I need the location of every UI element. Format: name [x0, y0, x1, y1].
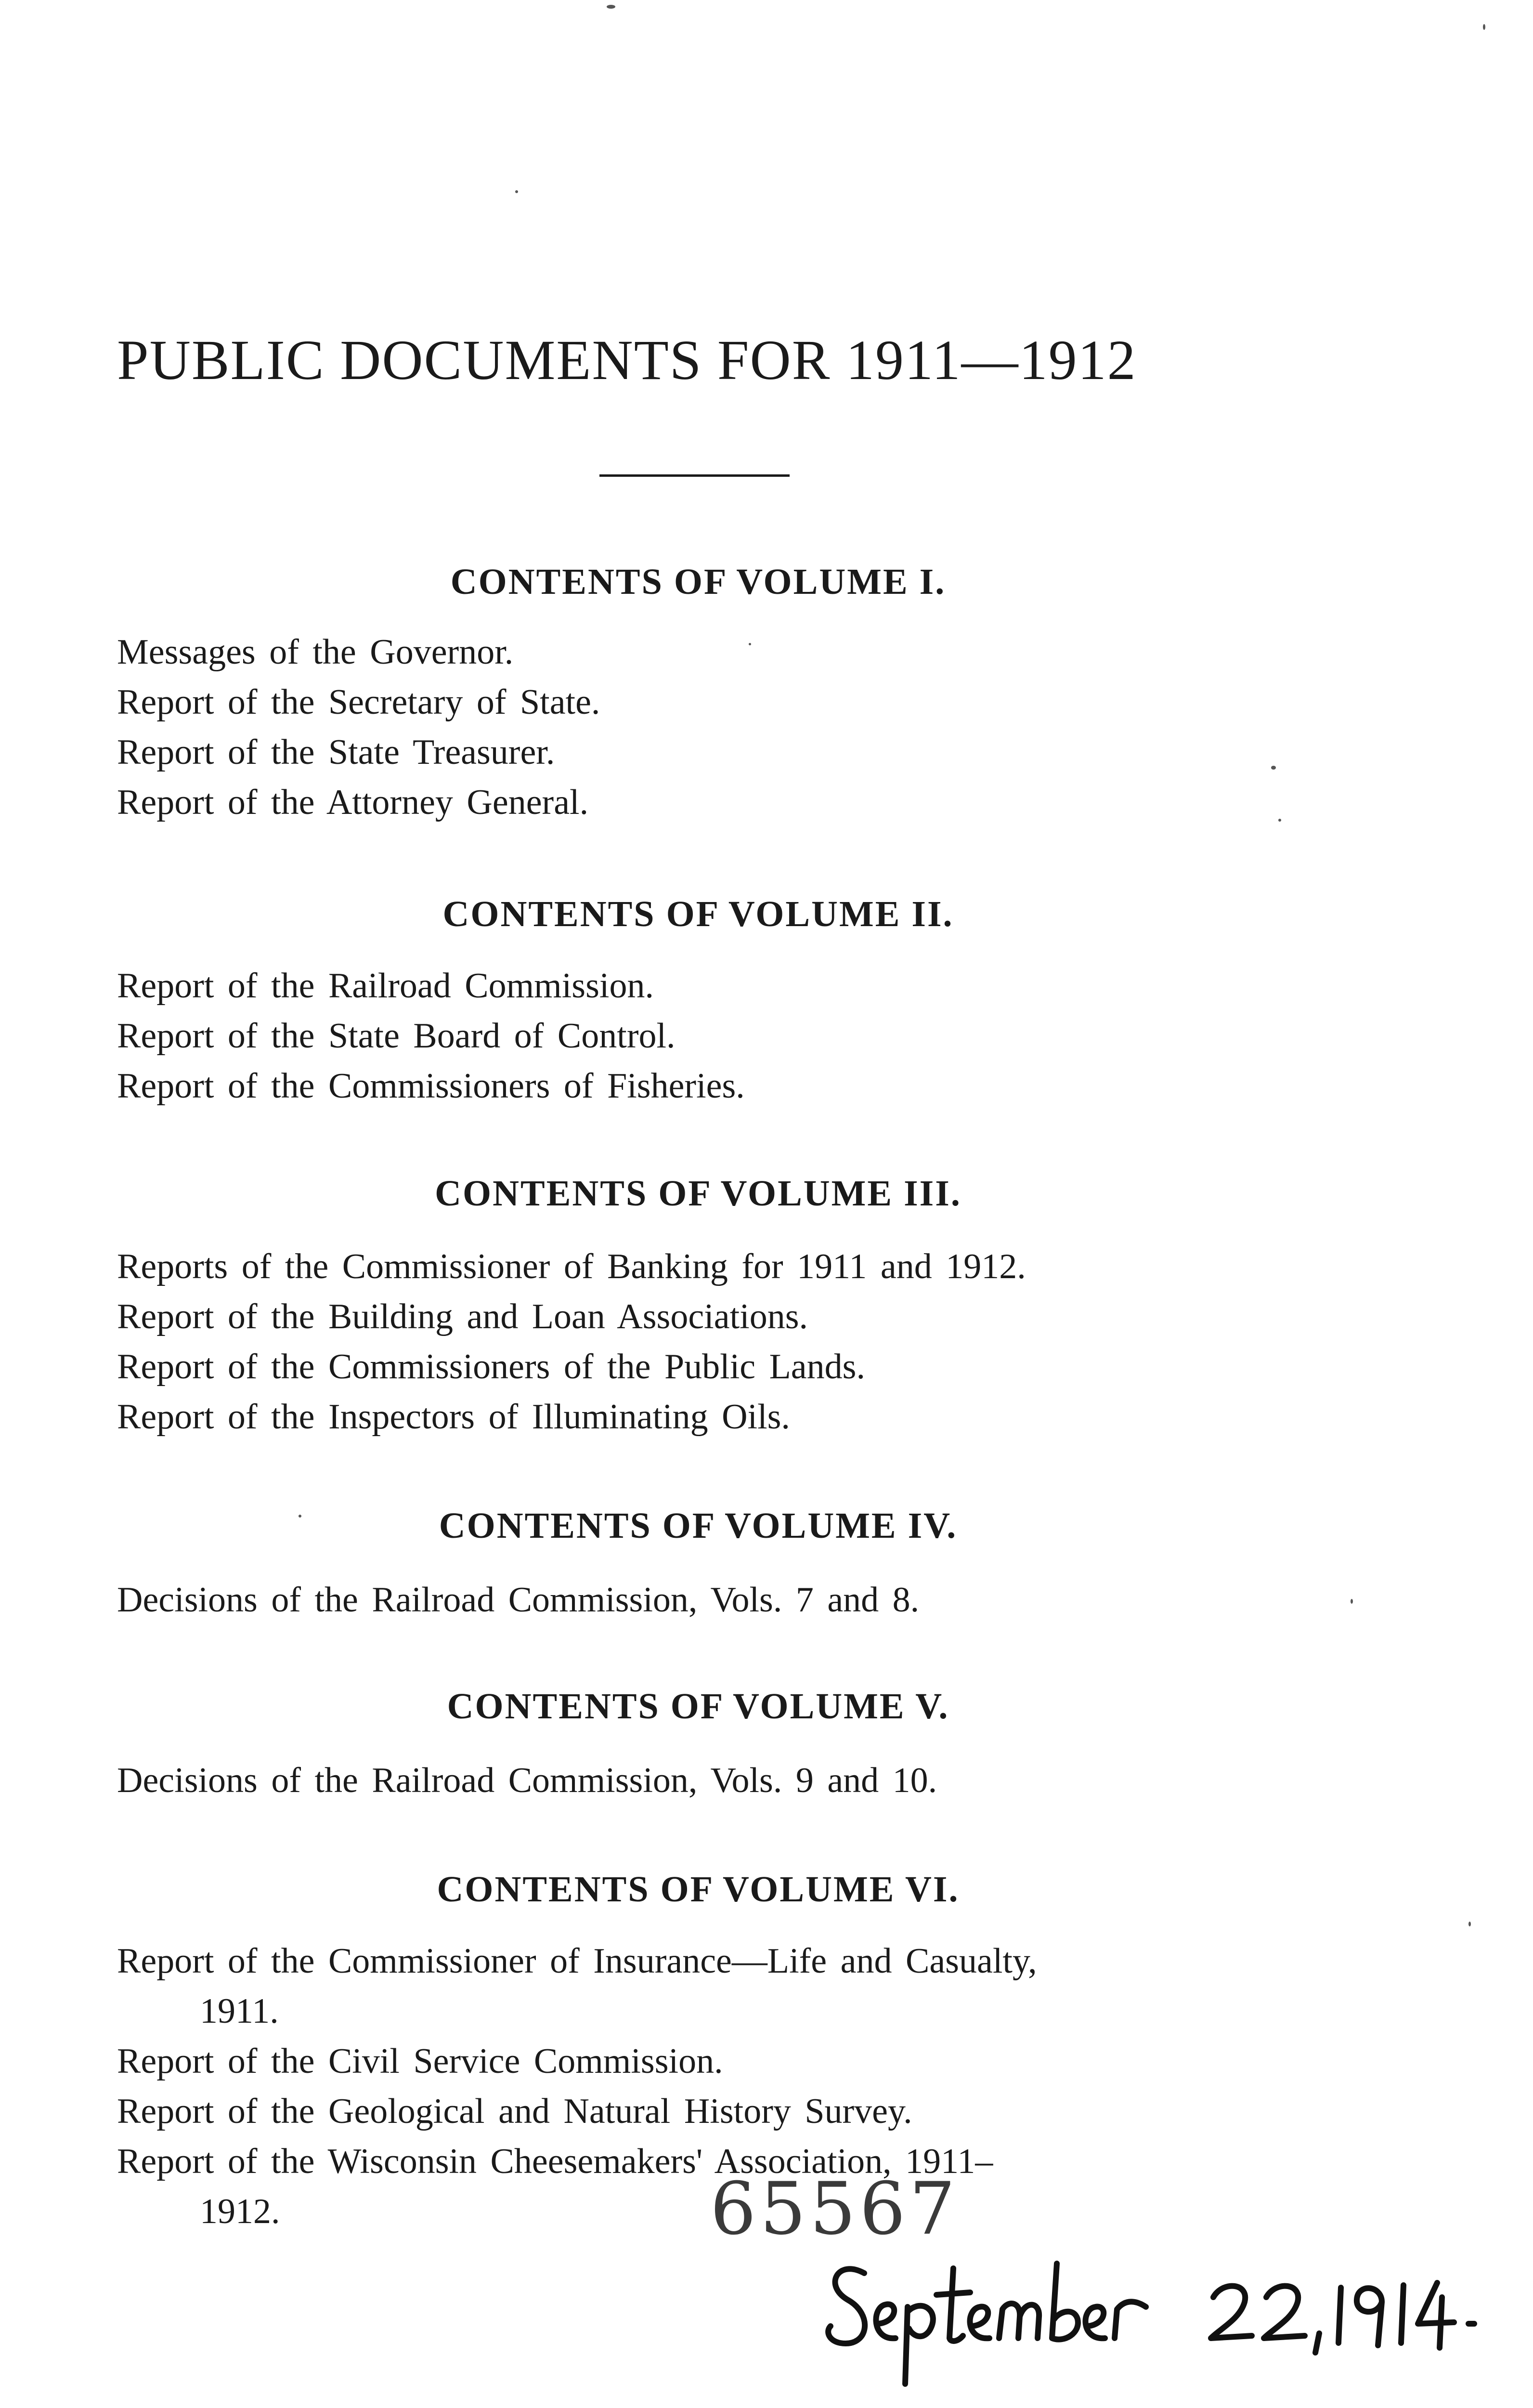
scan-speck: [299, 1515, 301, 1518]
volume-1-heading: CONTENTS OF VOLUME I.: [450, 562, 946, 602]
volume-6-line-3: Report of the Geological and Natural History Survey.: [117, 2092, 912, 2131]
scan-speck: [1468, 1922, 1471, 1926]
volume-3-line-1: Reports of the Commissioner of Banking for 1911 and 1912.: [117, 1247, 1026, 1286]
scan-speck: [749, 643, 751, 645]
volume-6-line-2: Report of the Civil Service Commission.: [117, 2042, 723, 2081]
volume-2-line-3: Report of the Commissioners of Fisheries.: [117, 1066, 745, 1106]
volume-4-line-1: Decisions of the Railroad Commission, Vols. 7 and 8.: [117, 1580, 920, 1620]
scan-speck: [1271, 766, 1276, 770]
document-title: PUBLIC DOCUMENTS FOR 1911—1912: [117, 328, 1137, 392]
volume-2-line-1: Report of the Railroad Commission.: [117, 966, 654, 1006]
volume-5-heading: CONTENTS OF VOLUME V.: [447, 1686, 949, 1727]
handwritten-date-signature: [818, 2239, 1483, 2394]
scan-speck: [1483, 24, 1485, 30]
scan-speck: [1351, 1599, 1353, 1604]
volume-3-line-3: Report of the Commissioners of the Public Lands.: [117, 1347, 865, 1387]
volume-1-line-3: Report of the State Treasurer.: [117, 733, 555, 772]
volume-3-line-4: Report of the Inspectors of Illuminating Oils.: [117, 1397, 790, 1437]
volume-6-line-4: Report of the Wisconsin Cheesemakers' Association, 1911–: [117, 2142, 993, 2181]
volume-5-line-1: Decisions of the Railroad Commission, Vols. 9 and 10.: [117, 1761, 937, 1800]
scan-speck: [1278, 819, 1281, 822]
volume-1-line-2: Report of the Secretary of State.: [117, 682, 600, 722]
scan-speck: [515, 190, 518, 193]
title-rule: [599, 474, 790, 477]
volume-3-line-2: Report of the Building and Loan Associations.: [117, 1297, 808, 1336]
volume-2-line-2: Report of the State Board of Control.: [117, 1016, 676, 1056]
scan-speck: [607, 5, 615, 9]
volume-6-line-1-continued: 1911.: [200, 1991, 279, 2031]
volume-6-heading: CONTENTS OF VOLUME VI.: [437, 1869, 960, 1910]
volume-3-heading: CONTENTS OF VOLUME III.: [435, 1173, 961, 1214]
accession-stamp-number: 65567: [710, 2167, 960, 2251]
volume-6-line-4-continued: 1912.: [200, 2192, 280, 2231]
volume-2-heading: CONTENTS OF VOLUME II.: [442, 894, 954, 934]
volume-4-heading: CONTENTS OF VOLUME IV.: [439, 1505, 958, 1546]
volume-6-line-1: Report of the Commissioner of Insurance—Life and Casualty,: [117, 1941, 1037, 1981]
volume-1-line-4: Report of the Attorney General.: [117, 783, 589, 822]
volume-1-line-1: Messages of the Governor.: [117, 632, 514, 672]
